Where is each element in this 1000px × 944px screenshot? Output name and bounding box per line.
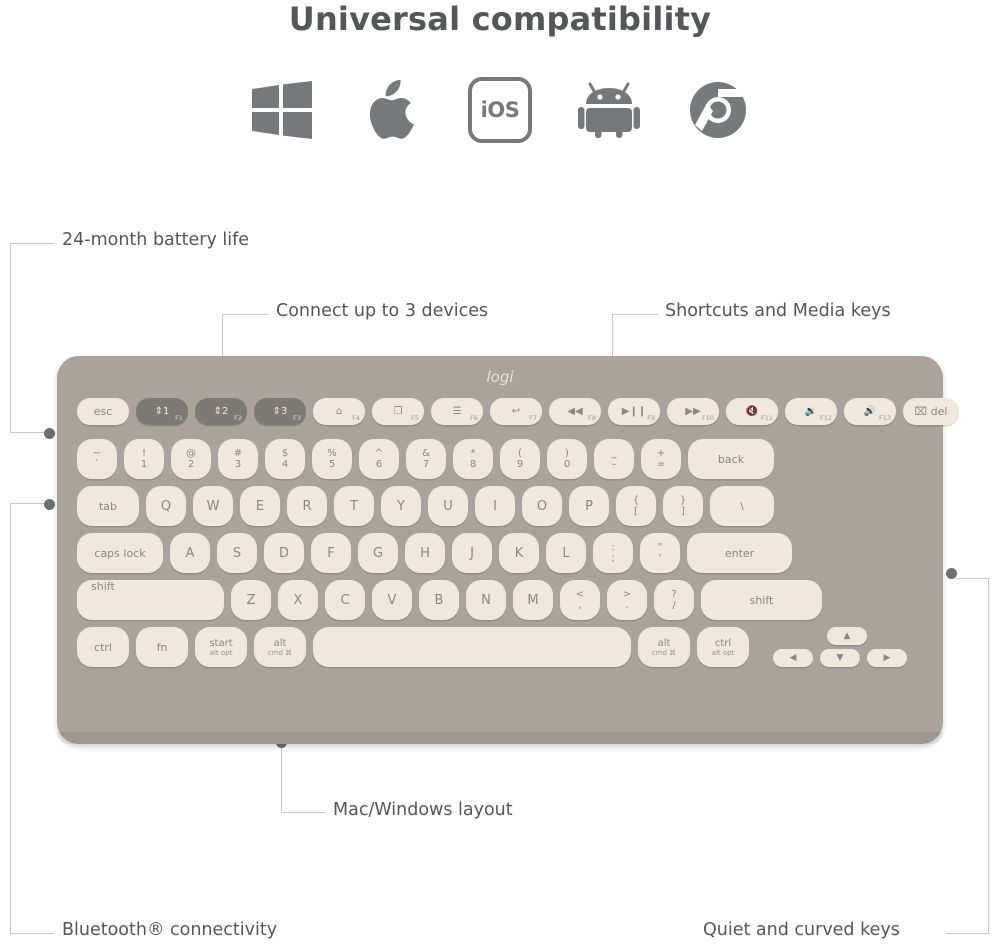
key-mute-icon[interactable] — [726, 398, 778, 425]
key-arrow-down[interactable]: ▼ — [820, 649, 860, 667]
key-backslash-glyph: \ — [740, 500, 744, 512]
key-0-top: ) — [565, 448, 569, 459]
callout-quiet-label: Quiet and curved keys — [703, 920, 900, 940]
leader-bluetooth-horizontal — [10, 933, 54, 934]
key-z[interactable]: Z — [231, 580, 271, 620]
key-semicolon-top: : — [611, 542, 615, 553]
key-app-switch-sub: F5 — [411, 414, 419, 422]
key-1-bot: 1 — [140, 459, 148, 470]
key-start-left[interactable] — [195, 627, 247, 667]
key-next-track-sub: F10 — [701, 414, 714, 422]
key-play-pause-icon[interactable] — [608, 398, 660, 425]
key-previous-track-sub: F8 — [588, 414, 596, 422]
key-bluetooth-2-label: ⇕2 — [213, 406, 229, 417]
keyboard-row-top — [77, 486, 774, 526]
key-esc[interactable]: esc — [77, 398, 129, 425]
leader-quiet-vertical — [988, 578, 989, 934]
key-alt-left-sub: cmd ⌘ — [267, 648, 293, 657]
leader-bluetooth-to-keyboard — [10, 503, 44, 504]
key-quote-top: " — [657, 542, 663, 553]
keyboard-row-home — [77, 533, 792, 573]
key-space[interactable] — [313, 627, 631, 667]
apple-icon — [359, 78, 423, 142]
key-bracket-left-top: { — [632, 495, 640, 506]
key-volume-down-icon[interactable] — [785, 398, 837, 425]
key-8[interactable] — [453, 439, 493, 479]
key-5-top: % — [327, 448, 337, 459]
key-play-pause-sub: F9 — [647, 414, 655, 422]
leader-battery-to-keyboard — [10, 432, 44, 433]
key-alt-right-sub: cmd ⌘ — [651, 648, 677, 657]
key-9[interactable] — [500, 439, 540, 479]
key-9-bot: 9 — [516, 459, 524, 470]
page-title: Universal compatibility — [288, 0, 712, 38]
key-delete[interactable]: ⌧ del — [903, 398, 959, 425]
key-7-top: & — [422, 448, 430, 459]
key-backtick-bot: ` — [94, 459, 100, 470]
key-backslash[interactable] — [710, 486, 774, 526]
leader-bluetooth-vertical — [10, 503, 11, 935]
key-home-glyph: ⌂ — [335, 406, 343, 417]
key-e[interactable]: E — [240, 486, 280, 526]
callout-battery-dot — [44, 428, 55, 439]
key-a[interactable]: A — [170, 533, 210, 573]
key-back-arrow-icon[interactable] — [490, 398, 542, 425]
callout-devices-label: Connect up to 3 devices — [276, 301, 489, 321]
keyboard-arrow-up-row — [827, 627, 867, 645]
chrome-os-icon — [686, 78, 750, 142]
key-bluetooth-3-label: ⇕3 — [272, 406, 288, 417]
key-8-top: * — [470, 448, 476, 459]
key-shift-right[interactable]: shift — [701, 580, 822, 620]
key-bracket-right[interactable] — [663, 486, 703, 526]
key-app-switch-icon[interactable] — [372, 398, 424, 425]
key-period-bot: . — [625, 600, 629, 611]
key-fn[interactable]: fn — [136, 627, 188, 667]
key-4[interactable] — [265, 439, 305, 479]
key-equals-bot: = — [656, 459, 666, 470]
key-c[interactable]: C — [325, 580, 365, 620]
callout-shortcuts-label: Shortcuts and Media keys — [665, 301, 891, 321]
key-menu-icon[interactable] — [431, 398, 483, 425]
key-arrow-up[interactable]: ▲ — [827, 627, 867, 645]
keyboard-arrow-row — [773, 649, 907, 667]
leader-battery-horizontal — [10, 243, 54, 244]
key-comma[interactable] — [560, 580, 600, 620]
key-6[interactable] — [359, 439, 399, 479]
key-volume-down-sub: F12 — [819, 414, 832, 422]
key-bluetooth-2-sub: F2 — [234, 414, 242, 422]
key-s[interactable]: S — [217, 533, 257, 573]
key-6-top: ^ — [374, 448, 384, 459]
key-bluetooth-1-label: ⇕1 — [154, 406, 170, 417]
key-equals[interactable] — [641, 439, 681, 479]
key-1[interactable] — [124, 439, 164, 479]
key-app-switch-glyph: ❐ — [393, 406, 403, 417]
key-enter[interactable]: enter — [687, 533, 792, 573]
key-arrow-left[interactable]: ◀ — [773, 649, 813, 667]
key-h[interactable]: H — [405, 533, 445, 573]
key-previous-track-icon[interactable] — [549, 398, 601, 425]
key-f[interactable]: F — [311, 533, 351, 573]
key-bluetooth-3[interactable] — [254, 398, 306, 425]
key-g[interactable]: G — [358, 533, 398, 573]
leader-layout-vertical — [281, 743, 282, 813]
key-d[interactable]: D — [264, 533, 304, 573]
key-n[interactable]: N — [466, 580, 506, 620]
key-period-top: > — [622, 589, 632, 600]
key-3-bot: 3 — [234, 459, 242, 470]
key-next-track-glyph: ▶▶ — [685, 406, 701, 417]
logitech-brand-label: logi — [486, 368, 514, 386]
key-o[interactable]: O — [522, 486, 562, 526]
key-quote[interactable] — [640, 533, 680, 573]
windows-icon — [250, 78, 314, 142]
leader-layout-horizontal — [281, 812, 325, 813]
leader-quiet-horizontal — [946, 933, 990, 934]
key-t[interactable]: T — [334, 486, 374, 526]
key-y[interactable]: Y — [381, 486, 421, 526]
keyboard-row-modifiers — [77, 627, 749, 667]
key-volume-up-sub: F13 — [878, 414, 891, 422]
key-m[interactable]: M — [513, 580, 553, 620]
key-u[interactable]: U — [428, 486, 468, 526]
key-r[interactable]: R — [287, 486, 327, 526]
key-arrow-right[interactable]: ▶ — [867, 649, 907, 667]
key-k[interactable]: K — [499, 533, 539, 573]
key-next-track-icon[interactable] — [667, 398, 719, 425]
key-period[interactable] — [607, 580, 647, 620]
key-bracket-left[interactable] — [616, 486, 656, 526]
key-menu-sub: F6 — [470, 414, 478, 422]
key-ctrl-right-label: ctrl — [714, 637, 732, 649]
key-mute-glyph: 🔇 — [745, 406, 759, 417]
key-0[interactable] — [547, 439, 587, 479]
callout-battery-label: 24-month battery life — [62, 230, 250, 250]
key-6-bot: 6 — [375, 459, 383, 470]
callout-quiet-dot — [946, 568, 957, 579]
key-volume-up-icon[interactable] — [844, 398, 896, 425]
key-8-bot: 8 — [469, 459, 477, 470]
key-backspace[interactable]: back — [688, 439, 774, 479]
key-q[interactable]: Q — [146, 486, 186, 526]
key-minus-top: _ — [611, 448, 617, 459]
android-icon — [577, 78, 641, 142]
key-volume-down-glyph: 🔉 — [804, 406, 818, 417]
key-5-bot: 5 — [328, 459, 336, 470]
key-back-arrow-sub: F7 — [529, 414, 537, 422]
key-slash-top: ? — [671, 589, 677, 600]
key-bracket-right-bot: ] — [681, 506, 685, 517]
key-4-top: $ — [281, 448, 289, 459]
key-7-bot: 7 — [422, 459, 430, 470]
key-1-top: ! — [141, 448, 146, 459]
key-slash-bot: / — [672, 600, 676, 611]
key-home-sub: F4 — [352, 414, 360, 422]
key-comma-bot: , — [578, 600, 582, 611]
key-alt-left[interactable] — [254, 627, 306, 667]
key-bracket-right-top: } — [679, 495, 687, 506]
key-alt-right-label: alt — [657, 637, 671, 649]
keyboard-row-numbers — [77, 439, 774, 479]
key-back-arrow-glyph: ↩ — [511, 406, 521, 417]
key-ctrl-right[interactable] — [697, 627, 749, 667]
key-i[interactable]: I — [475, 486, 515, 526]
keyboard-row-function — [77, 398, 959, 425]
key-x[interactable]: X — [278, 580, 318, 620]
key-b[interactable]: B — [419, 580, 459, 620]
key-w[interactable]: W — [193, 486, 233, 526]
key-play-pause-glyph: ▶❙❙ — [621, 406, 647, 417]
os-compatibility-icons — [250, 78, 750, 142]
keyboard-graphic — [57, 356, 948, 744]
key-alt-right[interactable] — [638, 627, 690, 667]
key-backtick-top: ~ — [92, 448, 102, 459]
key-v[interactable]: V — [372, 580, 412, 620]
key-3[interactable] — [218, 439, 258, 479]
key-j[interactable]: J — [452, 533, 492, 573]
callout-bluetooth-label: Bluetooth® connectivity — [62, 920, 278, 940]
key-comma-top: < — [575, 589, 585, 600]
key-shift-left[interactable]: shift — [77, 580, 224, 620]
leader-devices-horizontal — [222, 314, 268, 315]
key-minus[interactable] — [594, 439, 634, 479]
key-bluetooth-3-sub: F3 — [293, 414, 301, 422]
key-bluetooth-1-sub: F1 — [175, 414, 183, 422]
key-tab[interactable]: tab — [77, 486, 139, 526]
key-caps-lock[interactable]: caps lock — [77, 533, 163, 573]
key-slash[interactable] — [654, 580, 694, 620]
keyboard-row-bottom — [77, 580, 822, 620]
key-2-bot: 2 — [187, 459, 195, 470]
key-5[interactable] — [312, 439, 352, 479]
key-ctrl-right-sub: alt opt — [711, 648, 735, 657]
key-start-left-label: start — [209, 637, 233, 649]
key-bluetooth-1[interactable] — [136, 398, 188, 425]
key-semicolon[interactable] — [593, 533, 633, 573]
key-3-top: # — [233, 448, 243, 459]
leader-shortcuts-horizontal — [612, 314, 658, 315]
ios-icon — [468, 78, 532, 142]
key-4-bot: 4 — [281, 459, 289, 470]
key-p[interactable]: P — [569, 486, 609, 526]
ios-icon-label: iOS — [468, 77, 532, 143]
key-equals-top: + — [656, 448, 666, 459]
key-backtick[interactable] — [77, 439, 117, 479]
leader-battery-vertical — [10, 243, 11, 433]
leader-quiet-to-keyboard — [956, 578, 990, 579]
key-l[interactable]: L — [546, 533, 586, 573]
key-0-bot: 0 — [563, 459, 571, 470]
key-semicolon-bot: ; — [611, 553, 615, 564]
key-menu-glyph: ☰ — [452, 406, 462, 417]
callout-layout-label: Mac/Windows layout — [333, 800, 513, 820]
key-9-top: ( — [518, 448, 522, 459]
key-home-icon[interactable] — [313, 398, 365, 425]
key-2[interactable] — [171, 439, 211, 479]
key-7[interactable] — [406, 439, 446, 479]
key-quote-bot: ' — [658, 553, 662, 564]
key-mute-sub: F11 — [760, 414, 773, 422]
key-bracket-left-bot: [ — [634, 506, 638, 517]
callout-bluetooth-dot — [44, 499, 55, 510]
key-ctrl-left[interactable]: ctrl — [77, 627, 129, 667]
key-volume-up-glyph: 🔊 — [863, 406, 877, 417]
key-2-top: @ — [186, 448, 196, 459]
key-previous-track-glyph: ◀◀ — [567, 406, 583, 417]
key-alt-left-label: alt — [273, 637, 287, 649]
key-start-left-sub: alt opt — [209, 648, 233, 657]
key-bluetooth-2[interactable] — [195, 398, 247, 425]
key-minus-bot: – — [611, 459, 617, 470]
